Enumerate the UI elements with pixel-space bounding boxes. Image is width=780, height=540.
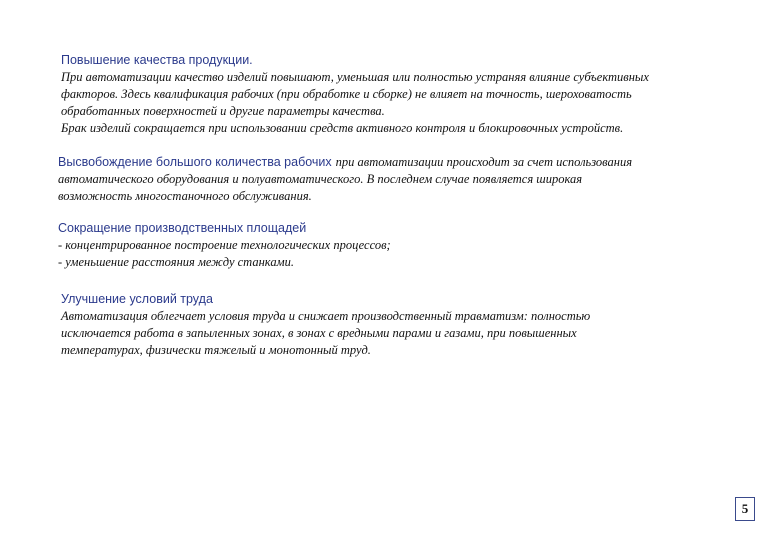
section-inline-text: при автоматизации происходит за счет использования — [335, 155, 633, 169]
section-heading: Сокращение производственных площадей — [58, 221, 307, 235]
section-workers — [58, 153, 632, 205]
section-text-line: возможность многостаночного обслуживания. — [58, 189, 312, 203]
section-heading: Улучшение условий труда — [61, 292, 213, 306]
section-text-line: автоматического оборудования и полуавтоматического. В последнем случае появляется широкая — [58, 172, 583, 186]
section-text-line: температурах, физически тяжелый и монотонный труд. — [61, 343, 371, 357]
section-text-line: исключается работа в запыленных зонах, в зонах с вредными парами и газами, при повышенных — [61, 326, 577, 340]
section-heading: Высвобождение большого количества рабочих — [58, 155, 332, 169]
section-area — [58, 220, 391, 271]
section-text-line: При автоматизации качество изделий повышают, уменьшая или полностью устраняя влияние субъективных — [61, 70, 649, 84]
section-text-line: - концентрированное построение технологических процессов; — [58, 238, 391, 252]
section-text-line: - уменьшение расстояния между станками. — [58, 255, 294, 269]
section-first-line — [58, 153, 632, 171]
section-heading: Повышение качества продукции. — [61, 53, 253, 67]
section-text-line: Автоматизация облегчает условия труда и снижает производственный травматизм: полностью — [61, 309, 591, 323]
section-text-line: Брак изделий сокращается при использовании средств активного контроля и блокировочных устройств. — [61, 121, 624, 135]
section-text-line: факторов. Здесь квалификация рабочих (при обработке и сборке) не влияет на точность, шероховатость — [61, 87, 632, 101]
section-conditions — [61, 291, 590, 359]
section-quality — [61, 52, 649, 137]
page-number: 5 — [735, 497, 755, 521]
section-text-line: обработанных поверхностей и другие параметры качества. — [61, 104, 385, 118]
